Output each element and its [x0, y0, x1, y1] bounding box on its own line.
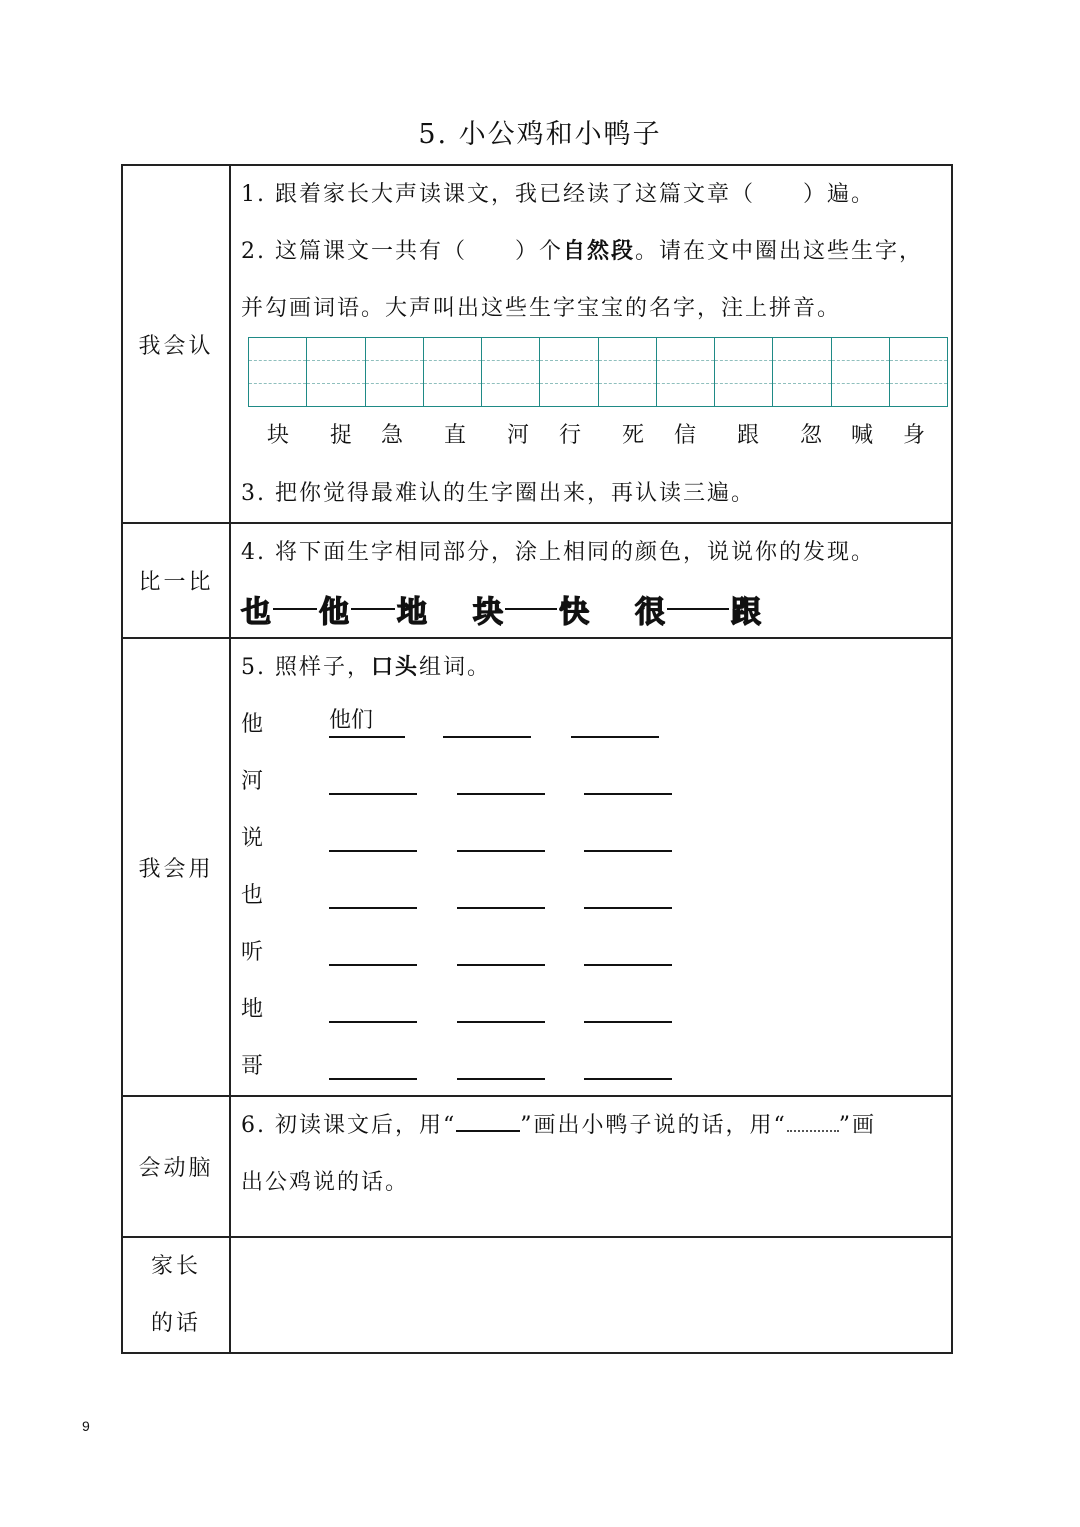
answer-blank[interactable]	[329, 964, 417, 966]
pinyin-cell[interactable]	[832, 338, 890, 406]
solid-underline-sample	[456, 1104, 520, 1132]
character: 块	[267, 423, 290, 448]
word-character: 河	[241, 769, 264, 794]
hollow-character[interactable]: 他	[319, 595, 349, 630]
character: 死	[622, 423, 645, 448]
answer-blank[interactable]	[584, 793, 672, 795]
answer-blank[interactable]	[457, 793, 545, 795]
question-6	[241, 1097, 951, 1154]
pinyin-cell[interactable]	[249, 338, 307, 406]
worksheet-table	[121, 164, 953, 1354]
pinyin-cell[interactable]	[599, 338, 657, 406]
hollow-character[interactable]: 也	[241, 595, 271, 630]
q6-part-c: ”画	[838, 1113, 876, 1138]
answer-blank[interactable]	[584, 907, 672, 909]
section-label: 比一比	[122, 523, 230, 638]
section-content	[230, 638, 952, 1096]
character: 信	[674, 423, 697, 448]
question-1: 1. 跟着家长大声读课文，我已经读了这篇文章（ ）遍。	[241, 182, 875, 207]
wavy-underline-sample	[787, 1104, 839, 1132]
section-label: 我会认	[122, 165, 230, 523]
question-2	[241, 223, 951, 280]
character: 急	[381, 423, 404, 448]
question-5	[241, 639, 951, 696]
word-character: 也	[241, 883, 264, 908]
page-number: 9	[82, 1418, 90, 1434]
label-line: 的话	[150, 1311, 201, 1336]
character: 直	[444, 423, 467, 448]
character: 捉	[330, 423, 353, 448]
answer-blank[interactable]	[329, 1021, 417, 1023]
section-label: 会动脑	[122, 1096, 230, 1237]
label-line: 家长	[150, 1254, 201, 1279]
character: 身	[903, 423, 926, 448]
answer-blank[interactable]	[443, 736, 531, 738]
answer-blank[interactable]	[571, 736, 659, 738]
word-row	[241, 1038, 951, 1095]
word-character: 地	[241, 997, 264, 1022]
answer-blank	[329, 736, 405, 738]
answer-blank[interactable]	[457, 907, 545, 909]
connector-line	[273, 608, 317, 610]
q5-suffix: 组词。	[419, 655, 492, 680]
answer-blank[interactable]	[329, 850, 417, 852]
connector-line	[667, 608, 729, 610]
answer-blank[interactable]	[457, 1021, 545, 1023]
word-character: 说	[241, 826, 264, 851]
question-6-line2: 出公鸡说的话。	[241, 1170, 410, 1195]
answer-blank[interactable]	[457, 1078, 545, 1080]
q6-part-b: ”画出小鸭子说的话，用“	[520, 1113, 787, 1138]
pinyin-cell[interactable]	[540, 338, 598, 406]
answer-blank[interactable]	[584, 1021, 672, 1023]
section-content	[230, 1096, 952, 1237]
section-think	[122, 1096, 952, 1237]
question-4: 4. 将下面生字相同部分，涂上相同的颜色，说说你的发现。	[241, 540, 875, 565]
example-word: 他们	[329, 708, 374, 733]
character: 忽	[800, 423, 823, 448]
word-row	[241, 867, 951, 924]
answer-blank[interactable]	[584, 1078, 672, 1080]
compare-row	[241, 581, 951, 637]
section-use	[122, 638, 952, 1096]
q5-bold: 口头	[370, 654, 419, 680]
section-compare	[122, 523, 952, 638]
question-3: 3. 把你觉得最难认的生字圈出来，再认读三遍。	[241, 481, 755, 506]
section-label: 我会用	[122, 638, 230, 1096]
pinyin-cell[interactable]	[715, 338, 773, 406]
section-content	[230, 523, 952, 638]
answer-blank[interactable]	[329, 793, 417, 795]
hollow-character[interactable]: 跟	[731, 595, 761, 630]
word-row	[241, 981, 951, 1038]
q2-suffix: 。请在文中圈出这些生字，	[635, 239, 924, 264]
parent-comment-area[interactable]	[230, 1237, 952, 1353]
q2-prefix: 2. 这篇课文一共有（ ）个	[241, 239, 563, 264]
pinyin-cell[interactable]	[424, 338, 482, 406]
hollow-character[interactable]: 很	[635, 595, 665, 630]
pinyin-cell[interactable]	[307, 338, 365, 406]
pinyin-cell[interactable]	[482, 338, 540, 406]
section-label	[122, 1237, 230, 1353]
word-character: 听	[241, 940, 264, 965]
answer-blank[interactable]	[584, 964, 672, 966]
pinyin-cell[interactable]	[890, 338, 947, 406]
character: 河	[507, 423, 530, 448]
section-content	[230, 165, 952, 523]
connector-line	[351, 608, 395, 610]
character: 行	[559, 423, 582, 448]
q6-part-a: 6. 初读课文后，用“	[241, 1113, 457, 1138]
answer-blank[interactable]	[329, 1078, 417, 1080]
word-row	[241, 753, 951, 810]
hollow-character[interactable]: 块	[473, 595, 503, 630]
q2-bold: 自然段	[562, 238, 635, 264]
section-parent-comment	[122, 1237, 952, 1353]
pinyin-cell[interactable]	[657, 338, 715, 406]
answer-blank[interactable]	[457, 850, 545, 852]
connector-line	[505, 608, 557, 610]
answer-blank[interactable]	[329, 907, 417, 909]
pinyin-cell[interactable]	[773, 338, 831, 406]
word-row	[241, 924, 951, 981]
word-row	[241, 810, 951, 867]
question-2-line2: 并勾画词语。大声叫出这些生字宝宝的名字，注上拼音。	[241, 296, 842, 321]
word-character: 他	[241, 712, 264, 737]
pinyin-cell[interactable]	[366, 338, 424, 406]
character: 跟	[737, 423, 760, 448]
answer-blank[interactable]	[584, 850, 672, 852]
section-recognize	[122, 165, 952, 523]
pinyin-grid[interactable]	[248, 337, 948, 407]
answer-blank[interactable]	[457, 964, 545, 966]
hollow-character[interactable]: 地	[397, 595, 427, 630]
q5-prefix: 5. 照样子，	[241, 655, 371, 680]
page-title: 5. 小公鸡和小鸭子	[418, 119, 662, 150]
word-row-example	[241, 696, 951, 753]
character-list	[241, 407, 951, 465]
word-character: 哥	[241, 1054, 264, 1079]
hollow-character[interactable]: 快	[559, 595, 589, 630]
character: 喊	[851, 423, 874, 448]
